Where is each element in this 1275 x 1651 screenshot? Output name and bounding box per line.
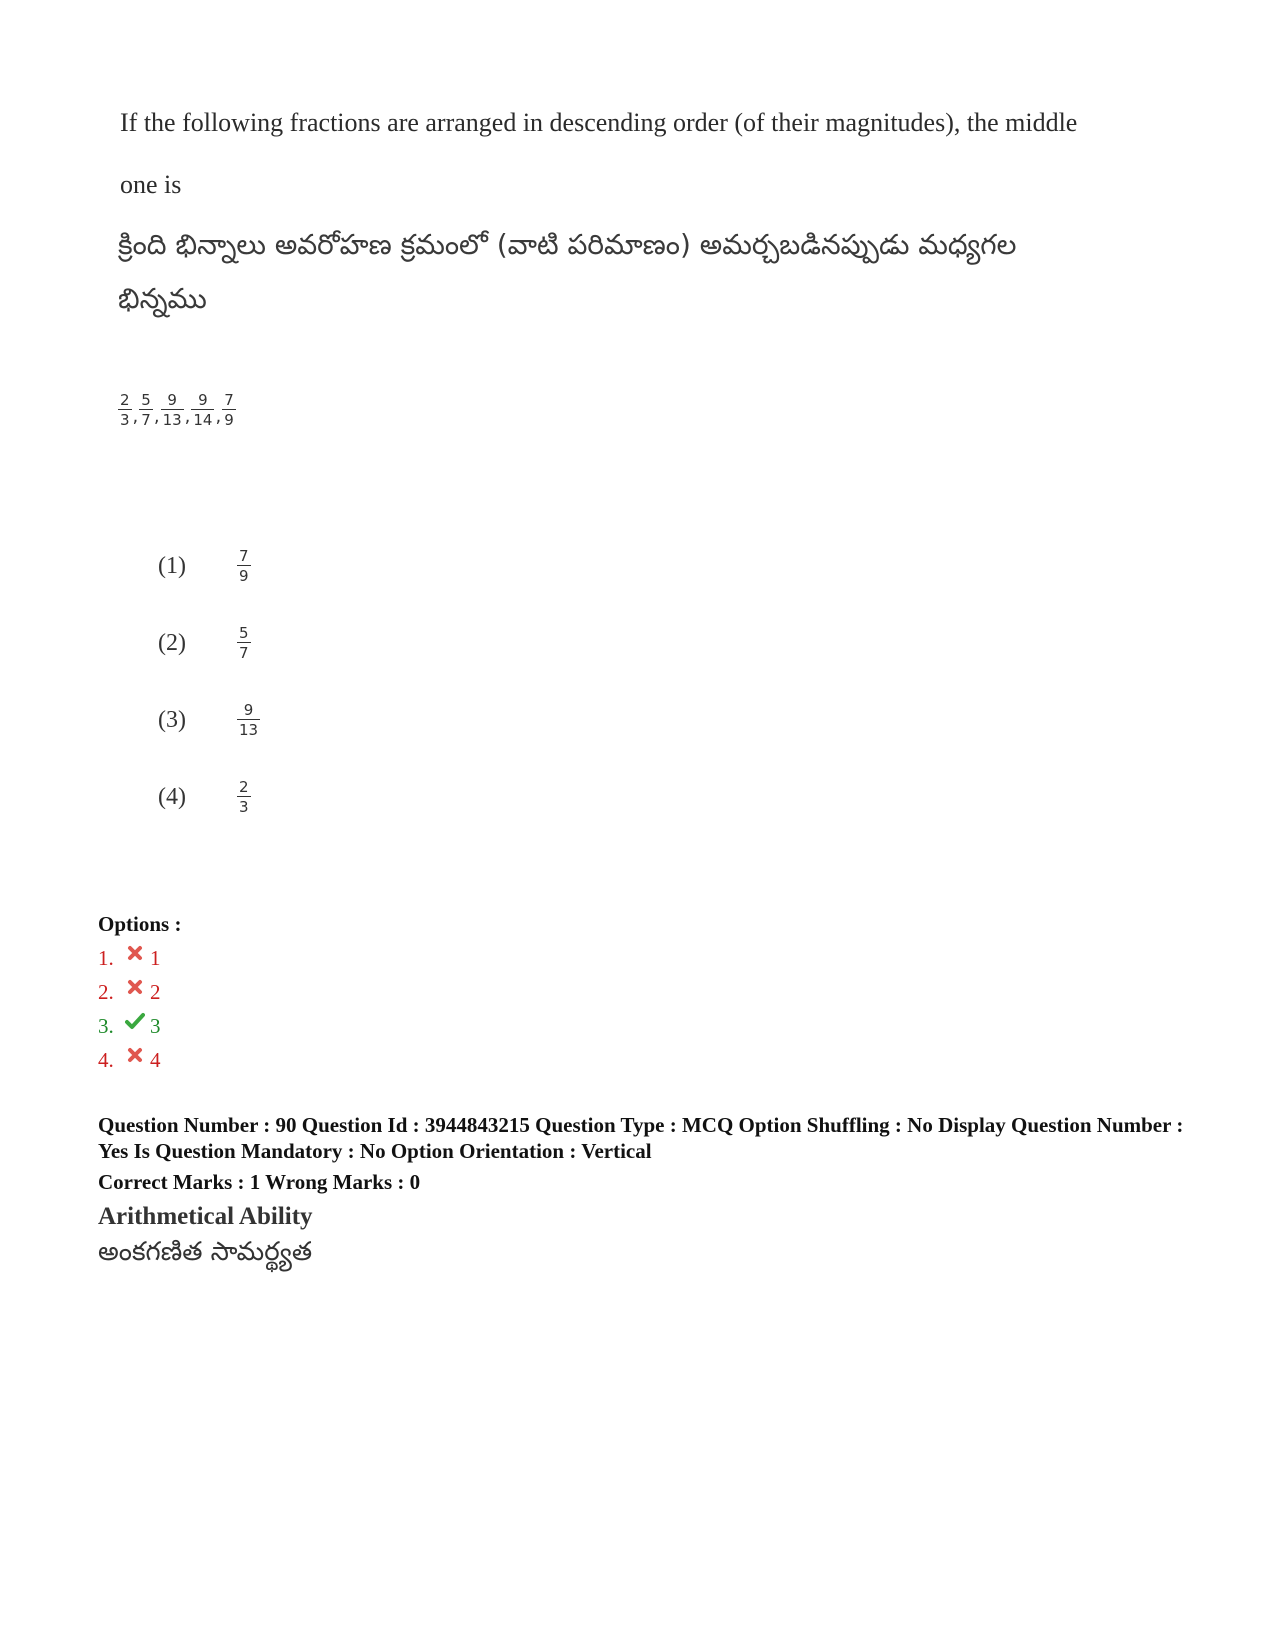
denominator: 13: [162, 411, 182, 429]
option-index: 1.: [98, 946, 114, 970]
choice-fraction: [237, 779, 251, 816]
denominator: 13: [239, 721, 259, 739]
cross-icon: [122, 940, 148, 966]
answer-choice: [158, 682, 260, 759]
answer-choice: [158, 605, 260, 682]
denominator: 9: [239, 567, 249, 585]
option-row: [98, 941, 181, 975]
option-value: 2: [150, 980, 161, 1004]
check-icon: [122, 1008, 148, 1034]
numerator: 2: [239, 778, 249, 796]
option-row: [98, 975, 181, 1009]
cross-icon: [122, 1042, 148, 1068]
choice-label: (3): [158, 707, 186, 733]
marks-info: Correct Marks : 1 Wrong Marks : 0: [98, 1170, 421, 1194]
option-value: 1: [150, 946, 161, 970]
question-text-english: If the following fractions are arranged in descending order (of their magnitudes), the middle one is: [120, 108, 1078, 199]
question-metadata: Question Number : 90 Question Id : 3944843215 Question Type : MCQ Option Shuffling : No Display Question Number : Yes Is Question Mandatory : No Option Orientation : Vertical: [98, 1113, 1184, 1163]
option-index: 2.: [98, 980, 114, 1004]
denominator: 3: [120, 411, 130, 429]
denominator: 14: [193, 411, 213, 429]
option-value: 3: [150, 1014, 161, 1038]
choice-fraction: [237, 548, 251, 585]
answer-choice: [158, 759, 260, 836]
choice-label: (2): [158, 630, 186, 656]
section-title-english: Arithmetical Ability: [98, 1203, 313, 1230]
numerator: 9: [243, 701, 254, 719]
fraction: [161, 392, 184, 429]
denominator: 3: [239, 798, 249, 816]
denominator: 9: [224, 411, 234, 429]
fraction: [118, 392, 132, 429]
option-row: [98, 1009, 181, 1043]
choice-fraction: [237, 625, 251, 662]
cross-icon: [122, 974, 148, 1000]
question-text-telugu: క్రింది భిన్నాలు అవరోహణ క్రమంలో (వాటి పరిమాణం) అమర్చబడినప్పుడు మధ్యగల భిన్నము: [118, 228, 1017, 315]
choice-label: (4): [158, 784, 186, 810]
denominator: 7: [239, 644, 249, 662]
fraction: [222, 392, 236, 429]
numerator: 9: [198, 391, 208, 409]
choice-label: (1): [158, 553, 186, 579]
option-index: 4.: [98, 1048, 114, 1072]
fraction: [139, 392, 153, 429]
numerator: 5: [239, 624, 249, 642]
numerator: 7: [224, 391, 234, 409]
numerator: 9: [167, 391, 177, 409]
fraction-list: $\frac{2}{3}$ , $\frac{5}{7}$ , $\frac{9}{13}$ , $\frac{9}{14}$ , $\frac{7}{9}$: [120, 391, 234, 429]
option-value: 4: [150, 1048, 161, 1072]
options-title: Options :: [98, 912, 182, 936]
numerator: 5: [141, 391, 151, 409]
option-index: 3.: [98, 1014, 114, 1038]
denominator: 7: [141, 411, 151, 429]
options-list: [98, 908, 181, 1077]
fraction: [191, 392, 214, 429]
numerator: 2: [120, 391, 130, 409]
answer-choices: [158, 528, 260, 836]
numerator: 7: [239, 547, 249, 565]
option-row: [98, 1043, 181, 1077]
section-title-telugu: అంకగణిత సామర్థ్యత: [98, 1237, 313, 1267]
answer-choice: [158, 528, 260, 605]
choice-fraction: [237, 702, 260, 739]
